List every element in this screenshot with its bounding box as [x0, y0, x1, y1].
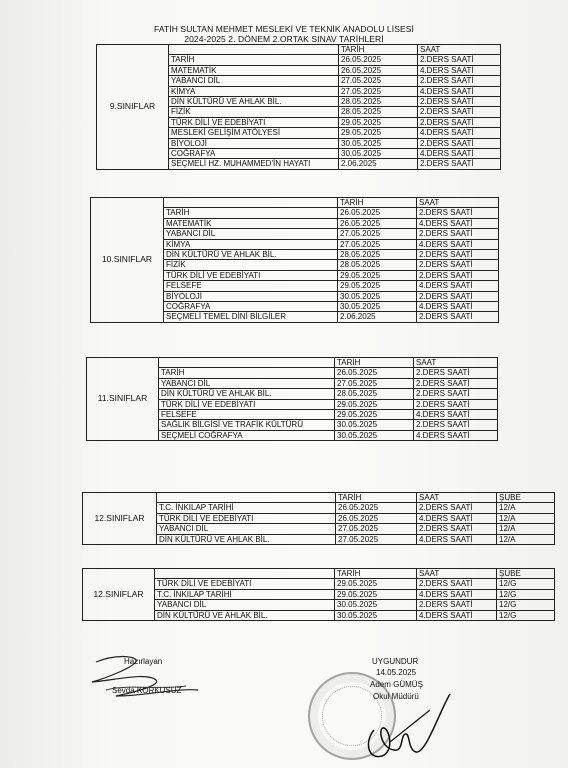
course-cell: T.C. İNKILAP TARİHİ — [155, 589, 335, 599]
time-cell: 4.DERS SAATİ — [417, 218, 499, 228]
approval-date: 14.05.2025 — [376, 668, 417, 677]
section-cell: 12/G — [497, 610, 555, 620]
section-cell: 12/A — [497, 503, 555, 513]
course-cell: SAĞLIK BİLGİSİ VE TRAFİK KÜLTÜRÜ — [159, 420, 335, 430]
date-cell: 29.05.2025 — [335, 589, 417, 599]
time-cell: 4.DERS SAATİ — [417, 534, 497, 544]
course-cell: MESLEKİ GELİŞİM ATÖLYESİ — [169, 128, 339, 138]
course-cell: TÜRK DİLİ VE EDEBİYATI — [159, 399, 335, 409]
date-cell: 28.05.2025 — [339, 97, 418, 107]
header-cell — [159, 358, 335, 368]
date-cell: 29.05.2025 — [335, 399, 414, 409]
date-cell: 27.05.2025 — [336, 524, 417, 534]
header-cell — [157, 493, 336, 503]
course-cell: DİN KÜLTÜRÜ VE AHLAK BİL. — [159, 389, 335, 399]
header-cell: TARİH — [339, 45, 418, 55]
course-cell: MATEMATİK — [169, 65, 339, 75]
course-cell: YABANCI DİL — [164, 229, 338, 239]
header-cell: SAAT — [418, 45, 501, 55]
time-cell: 2.DERS SAATİ — [417, 291, 499, 301]
schedule-table-grade-12a — [82, 492, 555, 545]
date-cell: 27.05.2025 — [338, 239, 417, 249]
date-cell: 30.05.2025 — [338, 291, 417, 301]
course-cell: SEÇMELİ TEMEL DİNİ BİLGİLER — [164, 312, 338, 322]
course-cell: SEÇMELİ COĞRAFYA — [159, 430, 335, 440]
course-cell: YABANCI DİL — [169, 76, 339, 86]
time-cell: 2.DERS SAATİ — [418, 55, 501, 65]
prepared-by-name: Sevda KORKUSUZ — [112, 686, 182, 695]
course-cell: MATEMATİK — [164, 218, 338, 228]
date-cell: 29.05.2025 — [338, 270, 417, 280]
date-cell: 26.05.2025 — [338, 208, 417, 218]
course-cell: FİZİK — [169, 107, 339, 117]
date-cell: 29.05.2025 — [335, 579, 417, 589]
date-cell: 27.05.2025 — [336, 534, 417, 544]
date-cell: 29.05.2025 — [338, 281, 417, 291]
time-cell: 4.DERS SAATİ — [414, 410, 498, 420]
date-cell: 26.05.2025 — [336, 503, 417, 513]
date-cell: 27.05.2025 — [339, 86, 418, 96]
date-cell: 2.06.2025 — [338, 312, 417, 322]
course-cell: DİN KÜLTÜRÜ VE AHLAK BİL. — [157, 534, 336, 544]
time-cell: 2.DERS SAATİ — [414, 399, 498, 409]
section-cell: 12/A — [497, 524, 555, 534]
time-cell: 2.DERS SAATİ — [417, 524, 497, 534]
header-cell — [169, 45, 339, 55]
date-cell: 26.05.2025 — [339, 65, 418, 75]
prepared-by-label: Hazırlayan — [124, 657, 163, 666]
principal-title: Okul Müdürü — [373, 692, 419, 701]
course-cell: DİN KÜLTÜRÜ VE AHLAK BİL. — [155, 610, 335, 620]
course-cell: YABANCI DİL — [155, 600, 335, 610]
time-cell: 2.DERS SAATİ — [417, 250, 499, 260]
time-cell: 2.DERS SAATİ — [418, 76, 501, 86]
header-cell: TARİH — [335, 358, 414, 368]
time-cell: 4.DERS SAATİ — [417, 610, 497, 620]
date-cell: 30.05.2025 — [339, 149, 418, 159]
course-cell: KİMYA — [169, 86, 339, 96]
time-cell: 2.DERS SAATİ — [417, 579, 497, 589]
time-cell: 4.DERS SAATİ — [417, 281, 499, 291]
course-cell: TÜRK DİLİ VE EDEBİYATI — [169, 117, 339, 127]
school-title: FATİH SULTAN MEHMET MESLEKİ VE TEKNİK ANADOLU LİSESİ — [154, 24, 414, 34]
header-cell: ŞUBE — [497, 493, 555, 503]
grade-label: 11.SINIFLAR — [87, 358, 159, 441]
time-cell: 2.DERS SAATİ — [417, 503, 497, 513]
schedule-table-grade-9 — [96, 44, 501, 170]
date-cell: 30.05.2025 — [338, 302, 417, 312]
table-header-row — [91, 198, 499, 208]
header-cell: TARİH — [338, 198, 417, 208]
grade-label: 10.SINIFLAR — [91, 198, 164, 323]
date-cell: 28.05.2025 — [338, 250, 417, 260]
table-header-row — [83, 493, 555, 503]
course-cell: TARİH — [164, 208, 338, 218]
course-cell: BİYOLOJİ — [164, 291, 338, 301]
schedule-table-grade-10 — [90, 197, 499, 323]
course-cell: TÜRK DİLİ VE EDEBİYATI — [164, 270, 338, 280]
table-header-row — [97, 45, 501, 55]
header-cell: SAAT — [417, 198, 499, 208]
date-cell: 27.05.2025 — [339, 76, 418, 86]
date-cell: 26.05.2025 — [336, 513, 417, 523]
grade-label: 12.SINIFLAR — [83, 569, 155, 621]
course-cell: YABANCI DİL — [157, 524, 336, 534]
section-cell: 12/A — [497, 534, 555, 544]
course-cell: COĞRAFYA — [164, 302, 338, 312]
date-cell: 27.05.2025 — [335, 378, 414, 388]
table-header-row — [83, 569, 555, 579]
time-cell: 2.DERS SAATİ — [414, 389, 498, 399]
course-cell: DİN KÜLTÜRÜ VE AHLAK BİL. — [164, 250, 338, 260]
time-cell: 4.DERS SAATİ — [417, 513, 497, 523]
course-cell: T.C. İNKILAP TARİHİ — [157, 503, 336, 513]
time-cell: 4.DERS SAATİ — [417, 589, 497, 599]
document-subtitle: 2024-2025 2. DÖNEM 2.ORTAK SINAV TARİHLERİ — [184, 34, 384, 44]
time-cell: 4.DERS SAATİ — [417, 239, 499, 249]
course-cell: TÜRK DİLİ VE EDEBİYATI — [155, 579, 335, 589]
time-cell: 2.DERS SAATİ — [414, 378, 498, 388]
course-cell: YABANCI DİL — [159, 378, 335, 388]
section-cell: 12/A — [497, 513, 555, 523]
time-cell: 2.DERS SAATİ — [417, 270, 499, 280]
header-cell — [155, 569, 335, 579]
date-cell: 29.05.2025 — [339, 128, 418, 138]
time-cell: 2.DERS SAATİ — [417, 229, 499, 239]
course-cell: BİYOLOJİ — [169, 138, 339, 148]
course-cell: DİN KÜLTÜRÜ VE AHLAK BİL. — [169, 97, 339, 107]
course-cell: FELSEFE — [159, 410, 335, 420]
course-cell: FİZİK — [164, 260, 338, 270]
date-cell: 27.05.2025 — [338, 229, 417, 239]
date-cell: 28.05.2025 — [339, 107, 418, 117]
time-cell: 4.DERS SAATİ — [418, 149, 501, 159]
time-cell: 4.DERS SAATİ — [414, 430, 498, 440]
course-cell: TARİH — [169, 55, 339, 65]
course-cell: KİMYA — [164, 239, 338, 249]
header-cell: SAAT — [417, 569, 497, 579]
time-cell: 2.DERS SAATİ — [418, 159, 501, 169]
date-cell: 30.05.2025 — [335, 610, 417, 620]
date-cell: 30.05.2025 — [339, 138, 418, 148]
section-cell: 12/G — [497, 579, 555, 589]
date-cell: 2.06.2025 — [339, 159, 418, 169]
right-signature-scribble — [360, 690, 460, 765]
header-cell: SAAT — [417, 493, 497, 503]
schedule-table-grade-12g — [82, 568, 555, 621]
time-cell: 2.DERS SAATİ — [417, 312, 499, 322]
time-cell: 2.DERS SAATİ — [418, 107, 501, 117]
course-cell: SEÇMELİ HZ. MUHAMMED'İN HAYATI — [169, 159, 339, 169]
date-cell: 26.05.2025 — [339, 55, 418, 65]
approval-status: UYGUNDUR — [372, 657, 419, 666]
date-cell: 26.05.2025 — [335, 368, 414, 378]
left-signature-scribble — [86, 650, 206, 705]
principal-name: Adem GÜMÜŞ — [370, 680, 423, 689]
time-cell: 2.DERS SAATİ — [414, 368, 498, 378]
grade-label: 12.SINIFLAR — [83, 493, 157, 545]
time-cell: 4.DERS SAATİ — [417, 302, 499, 312]
time-cell: 2.DERS SAATİ — [417, 260, 499, 270]
date-cell: 28.05.2025 — [338, 260, 417, 270]
header-cell: SAAT — [414, 358, 498, 368]
section-cell: 12/G — [497, 589, 555, 599]
time-cell: 4.DERS SAATİ — [418, 128, 501, 138]
time-cell: 2.DERS SAATİ — [417, 208, 499, 218]
course-cell: TARİH — [159, 368, 335, 378]
date-cell: 29.05.2025 — [339, 117, 418, 127]
header-cell — [164, 198, 338, 208]
schedule-table-grade-11 — [86, 357, 498, 441]
course-cell: COĞRAFYA — [169, 149, 339, 159]
table-header-row — [87, 358, 498, 368]
time-cell: 2.DERS SAATİ — [418, 97, 501, 107]
date-cell: 28.05.2025 — [335, 389, 414, 399]
date-cell: 30.05.2025 — [335, 600, 417, 610]
header-cell: ŞUBE — [497, 569, 555, 579]
time-cell: 4.DERS SAATİ — [418, 65, 501, 75]
date-cell: 26.05.2025 — [338, 218, 417, 228]
date-cell: 30.05.2025 — [335, 430, 414, 440]
grade-label: 9.SINIFLAR — [97, 45, 169, 170]
time-cell: 2.DERS SAATİ — [418, 138, 501, 148]
header-cell: TARİH — [335, 569, 417, 579]
time-cell: 2.DERS SAATİ — [417, 600, 497, 610]
header-cell: TARİH — [336, 493, 417, 503]
course-cell: TÜRK DİLİ VE EDEBİYATI — [157, 513, 336, 523]
date-cell: 30.05.2025 — [335, 420, 414, 430]
time-cell: 2.DERS SAATİ — [414, 420, 498, 430]
section-cell: 12/G — [497, 600, 555, 610]
time-cell: 2.DERS SAATİ — [418, 117, 501, 127]
date-cell: 29.05.2025 — [335, 410, 414, 420]
course-cell: FELSEFE — [164, 281, 338, 291]
time-cell: 4.DERS SAATİ — [418, 86, 501, 96]
